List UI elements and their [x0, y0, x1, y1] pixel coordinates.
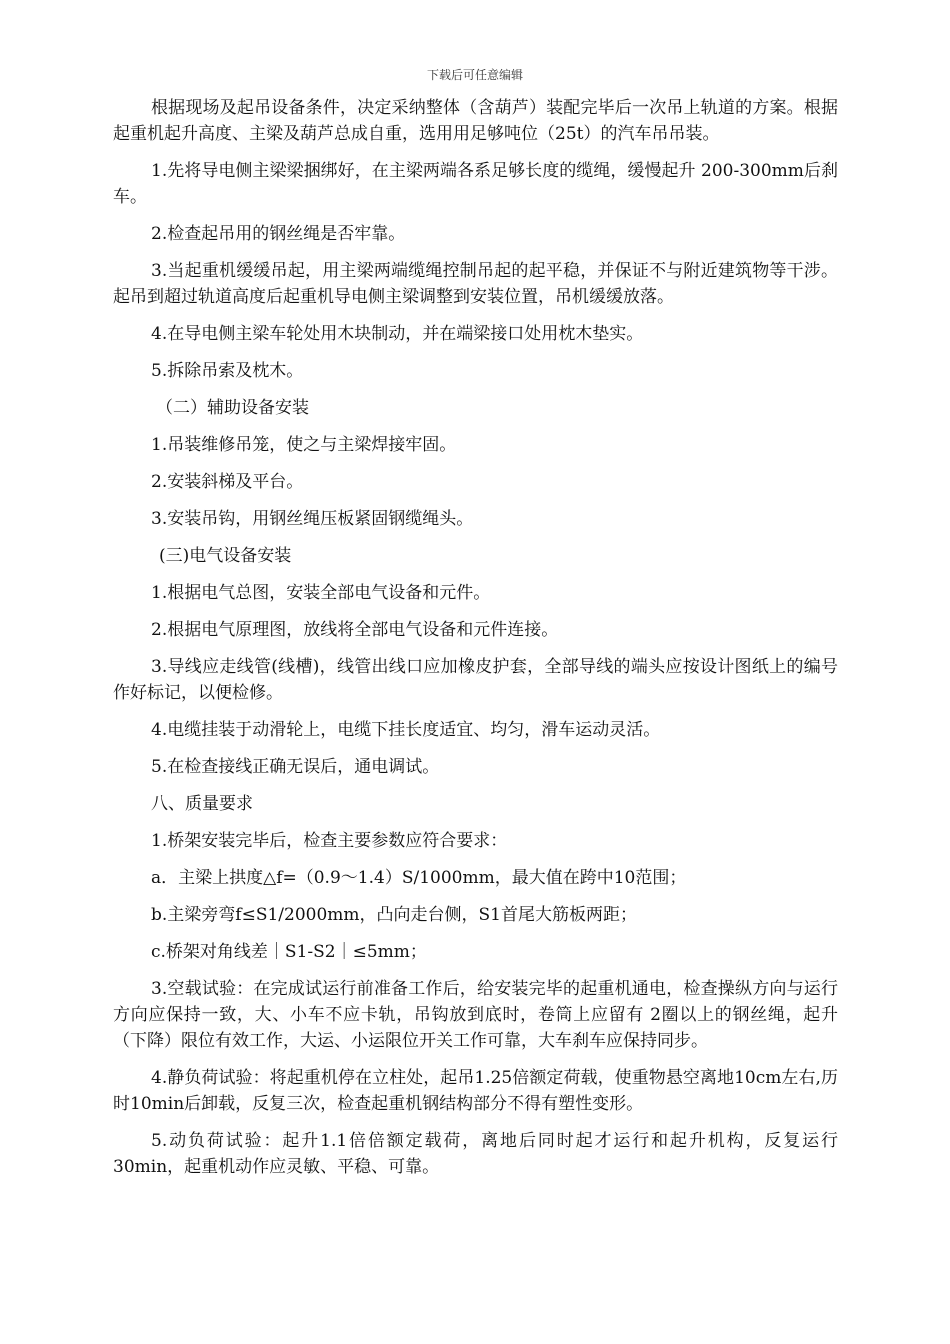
paragraph: 4.电缆挂装于动滑轮上，电缆下挂长度适宜、均匀，滑车运动灵活。 — [151, 720, 661, 740]
paragraph: 3.安装吊钩，用钢丝绳压板紧固钢缆绳头。 — [151, 509, 474, 529]
paragraph: 3.空载试验：在完成试运行前准备工作后，给安装完毕的起重机通电，检查操纵方向与运行方向应保持一致，大、小车不应卡轨，吊钩放到底时，卷筒上应留有 2圈以上的钢丝绳，起升（下降）限位有效工作，大运、小运限位开关工作可靠，大车刹车应保持同步。 — [113, 979, 838, 1051]
section-heading: 八、质量要求 — [151, 794, 253, 814]
paragraph: c.桥架对角线差｜S1-S2｜≤5mm； — [151, 942, 427, 962]
paragraph: 5.拆除吊索及枕木。 — [151, 361, 304, 381]
paragraph: 1.根据电气总图，安装全部电气设备和元件。 — [151, 583, 491, 603]
paragraph: 4.静负荷试验：将起重机停在立柱处，起吊1.25倍额定荷载，使重物悬空离地10cm左右,历时10min后卸载，反复三次，检查起重机钢结构部分不得有塑性变形。 — [113, 1068, 838, 1114]
paragraph: 1.桥架安装完毕后，检查主要参数应符合要求： — [151, 831, 508, 851]
section-heading: (三)电气设备安装 — [159, 546, 292, 566]
paragraph: 1.先将导电侧主梁梁捆绑好，在主梁两端各系足够长度的缆绳，缓慢起升 200-300mm后刹车。 — [113, 161, 838, 207]
paragraph: a．主梁上拱度△f=（0.9～1.4）S/1000mm，最大值在跨中10范围； — [151, 868, 687, 888]
paragraph: 2.根据电气原理图，放线将全部电气设备和元件连接。 — [151, 620, 559, 640]
paragraph: 5.在检查接线正确无误后，通电调试。 — [151, 757, 440, 777]
section-heading: （二）辅助设备安装 — [156, 398, 309, 418]
paragraph: 3.导线应走线管(线槽)，线管出线口应加橡皮护套，全部导线的端头应按设计图纸上的编号作好标记，以便检修。 — [113, 657, 838, 703]
paragraph: 根据现场及起吊设备条件，决定采纳整体（含葫芦）装配完毕后一次吊上轨道的方案。根据起重机起升高度、主梁及葫芦总成自重，选用用足够吨位（25t）的汽车吊吊装。 — [113, 98, 838, 144]
paragraph: 2.安装斜梯及平台。 — [151, 472, 304, 492]
paragraph: 3.当起重机缓缓吊起，用主梁两端缆绳控制吊起的起平稳，并保证不与附近建筑物等干涉。起吊到超过轨道高度后起重机导电侧主梁调整到安装位置，吊机缓缓放落。 — [113, 261, 838, 307]
paragraph: 1.吊装维修吊笼，使之与主梁焊接牢固。 — [151, 435, 457, 455]
page-header: 下载后可任意编辑 — [426, 68, 523, 82]
paragraph: 5.动负荷试验：起升1.1倍倍额定载荷，离地后同时起才运行和起升机构，反复运行30min，起重机动作应灵敏、平稳、可靠。 — [113, 1131, 838, 1177]
document-body — [113, 95, 838, 1191]
paragraph: b.主梁旁弯f≤S1/2000mm，凸向走台侧，S1首尾大筋板两距； — [151, 905, 637, 925]
paragraph: 4.在导电侧主梁车轮处用木块制动，并在端梁接口处用枕木垫实。 — [151, 324, 644, 344]
paragraph: 2.检查起吊用的钢丝绳是否牢靠。 — [151, 224, 406, 244]
